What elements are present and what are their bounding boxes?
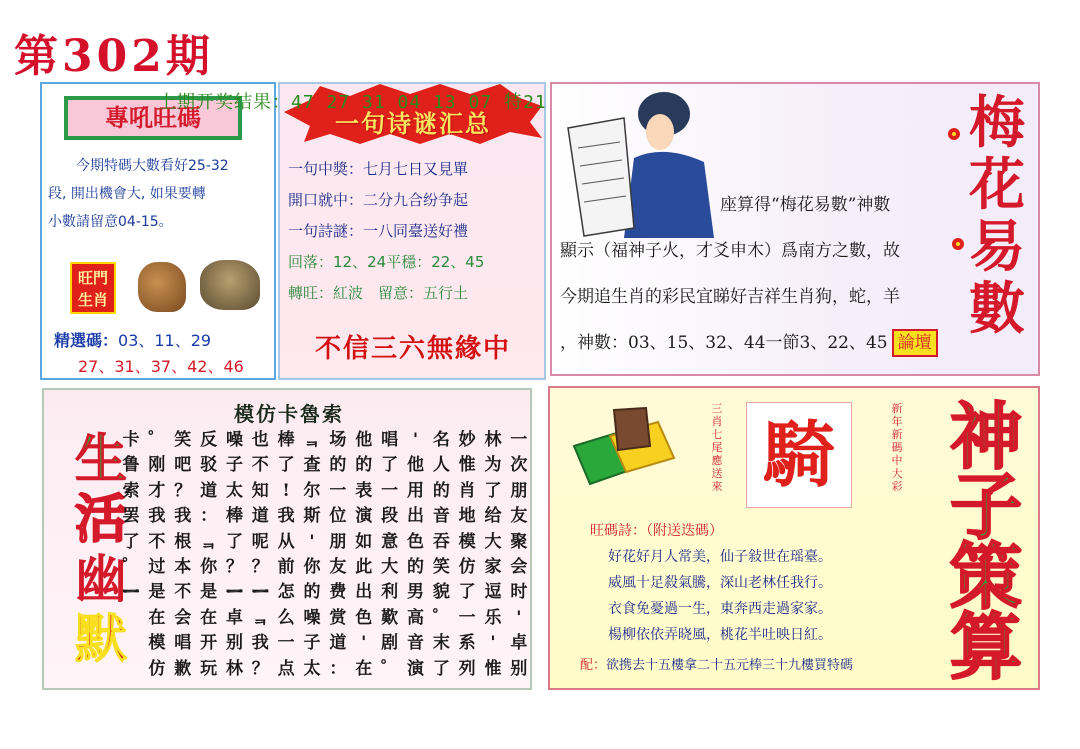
humor-char: 次	[510, 455, 528, 476]
humor-char: 会	[510, 557, 528, 578]
humor-char: 友	[510, 506, 528, 527]
humor-text-grid	[120, 428, 530, 682]
riddle-line	[288, 154, 544, 185]
humor-char: 意	[381, 531, 399, 552]
humor-char: ：	[329, 658, 347, 679]
humor-row	[120, 479, 530, 504]
humor-char: 妙	[458, 430, 476, 450]
humor-char: 卓	[510, 633, 528, 654]
humor-char: 时	[510, 582, 528, 603]
humor-char: 在	[200, 607, 218, 628]
riddle-panel	[278, 82, 546, 380]
footer-label: 配：	[580, 658, 607, 673]
humor-char	[120, 606, 142, 631]
humor-char: 歎	[381, 607, 399, 628]
humor-char: 列	[458, 658, 476, 679]
poem-line: 威風十足殺氣騰，深山老林任我行。	[608, 575, 832, 591]
riddle-line	[288, 278, 544, 309]
humor-char: 的	[329, 455, 347, 476]
humor-char: 罢	[122, 506, 140, 527]
humor-char: 怎	[277, 582, 295, 603]
title-char: 梅	[969, 90, 1025, 156]
humor-char: 林	[225, 658, 243, 679]
humor-char: 赏	[329, 607, 347, 628]
humor-char: 斯	[303, 506, 321, 527]
humor-char: 会	[174, 607, 192, 628]
humor-char: 噪	[225, 430, 243, 450]
humor-char: 友	[329, 557, 347, 578]
text-line: 段, 開出機會大, 如果要轉	[48, 186, 206, 202]
humor-char: 卓	[225, 607, 243, 628]
humor-char: 一	[381, 480, 399, 501]
poem-line: 楊柳依依弄晓風，桃花半吐映日紅。	[608, 627, 832, 643]
humor-char: 位	[329, 506, 347, 527]
humor-char: 我	[251, 633, 269, 654]
humor-char: 笑	[432, 557, 450, 578]
humor-char: ゜	[381, 658, 399, 679]
text-line: 座算得“梅花易數”神數	[720, 195, 891, 215]
humor-char: 一	[329, 480, 347, 501]
humor-row	[120, 555, 530, 580]
title-char: 活	[74, 489, 127, 550]
humor-row	[120, 580, 530, 605]
riddle-value: 二分九合纷争起	[363, 191, 469, 209]
humor-char: 在	[148, 607, 166, 628]
humor-char: 索	[122, 480, 140, 501]
humor-char: 了	[458, 582, 476, 603]
title-char: 易	[969, 214, 1025, 280]
humor-char: ᆖ	[122, 582, 140, 603]
humor-char: 人	[432, 455, 450, 476]
humor-char: 了	[277, 455, 295, 476]
humor-char	[120, 631, 142, 656]
text-line	[560, 320, 960, 366]
riddle-line	[288, 185, 544, 216]
last-result: 上期开奖结果：47 27 31 04 13 07 特21	[158, 92, 547, 113]
title-char: 生	[74, 429, 127, 490]
humor-char: 末	[432, 633, 450, 654]
humor-char: 前	[277, 557, 295, 578]
humor-char: 一	[277, 633, 295, 654]
humor-char: 笑	[174, 430, 192, 450]
zodiac-badge	[70, 262, 116, 314]
title-char: 神	[949, 394, 1022, 479]
text-line: 今期追生肖的彩民宜睇好吉祥生肖狗，蛇，羊	[560, 287, 900, 307]
humor-char: 不	[174, 582, 192, 603]
humor-char: 玩	[200, 658, 218, 679]
humor-char: 色	[406, 531, 424, 552]
humor-char: 卡	[122, 430, 140, 450]
vertical-note-left: 三肖七尾應送來	[711, 402, 723, 493]
humor-char: 大	[484, 531, 502, 552]
riddle-key: 開口就中：	[288, 191, 364, 209]
humor-char: 吧	[174, 455, 192, 476]
poem-footer	[580, 654, 940, 673]
riddle-key: 一句詩謎：	[288, 222, 364, 240]
featured-character: 騎	[746, 402, 852, 508]
humor-row	[120, 453, 530, 478]
humor-char: ゜	[122, 557, 140, 578]
humor-char: 尔	[303, 480, 321, 501]
humor-char: 此	[355, 557, 373, 578]
humor-char: 音	[432, 506, 450, 527]
humor-char: 逗	[484, 582, 502, 603]
riddle-lines	[288, 154, 544, 309]
divine-calc-title	[936, 394, 1036, 689]
humor-char: 的	[355, 455, 373, 476]
riddle-key: 回落：	[288, 253, 334, 271]
humor-char: ᆖ	[252, 582, 269, 603]
humor-char: 子	[303, 633, 321, 654]
text-line: 小數請留意04-15。	[48, 214, 173, 230]
humor-char: ゜	[148, 430, 166, 450]
humor-char: 了	[381, 455, 399, 476]
humor-char: 系	[458, 633, 476, 654]
poem-line: 衣食免憂過一生，東奔西走過家家。	[608, 601, 832, 617]
pick-label: 精選碼：	[54, 331, 119, 350]
humor-char: 鲁	[122, 455, 140, 476]
humor-char: 男	[406, 582, 424, 603]
humor-char: 了	[432, 658, 450, 679]
humor-char: 家	[484, 557, 502, 578]
footer-text: 欲携去十五樓拿二十五元棒三十九樓買特碼	[606, 658, 854, 673]
humor-char: 你	[200, 557, 218, 578]
riddle-value: 一八同臺送好禮	[363, 222, 469, 240]
title-char: 花	[969, 152, 1025, 218]
riddle-value: 七月七日又見單	[363, 160, 469, 178]
humor-char: 一	[458, 607, 476, 628]
humor-char: 我	[277, 506, 295, 527]
humor-char: 吞	[432, 531, 450, 552]
humor-char: 的	[432, 480, 450, 501]
humor-char: ？	[251, 557, 269, 578]
humor-char: ？	[225, 557, 243, 578]
special-code-title: 專吼旺碼	[64, 96, 242, 140]
humor-char: 道	[200, 480, 218, 501]
humor-char: '	[490, 633, 496, 654]
humor-char: 唱	[174, 633, 192, 654]
humor-char: 查	[303, 455, 321, 476]
humor-char: 貌	[432, 582, 450, 603]
picked-numbers	[54, 328, 274, 380]
humor-char: 朋	[510, 480, 528, 501]
riddle-key: 一句中獎：	[288, 160, 364, 178]
humor-char: 驳	[200, 455, 218, 476]
humor-char: 我	[174, 506, 192, 527]
humor-char: ゜	[432, 607, 450, 628]
humor-char: 唱	[381, 430, 399, 450]
humor-row	[120, 606, 530, 631]
humor-char: 你	[303, 557, 321, 578]
humor-char: 了	[225, 531, 243, 552]
humor-char: 是	[148, 582, 166, 603]
humor-char: 在	[355, 658, 373, 679]
plum-blossom-title	[962, 92, 1032, 340]
pick-line: 27、31、37、42、46	[78, 357, 244, 376]
humor-char: 也	[251, 430, 269, 450]
humor-char: ᆿ	[303, 430, 321, 450]
humor-char: 费	[329, 582, 347, 603]
humor-char: 肖	[458, 480, 476, 501]
title-char: 算	[949, 604, 1022, 689]
humor-char: 噪	[303, 607, 321, 628]
humor-char: 音	[406, 633, 424, 654]
humor-char: 利	[381, 582, 399, 603]
humor-char: 用	[406, 480, 424, 501]
lucky-poem	[590, 518, 920, 648]
humor-char: 林	[484, 430, 502, 450]
humor-char: ᆖ	[226, 582, 243, 603]
humor-char: 开	[200, 633, 218, 654]
humor-char: 他	[406, 455, 424, 476]
humor-row	[120, 428, 530, 453]
riddle-value: 12、24平穩：22、45	[333, 253, 485, 271]
badge-line: 旺門	[77, 269, 108, 287]
humor-char: ：	[200, 506, 218, 527]
humor-char: 知	[251, 480, 269, 501]
humor-char: 乐	[484, 607, 502, 628]
humor-char: 根	[174, 531, 192, 552]
humor-char: 的	[406, 557, 424, 578]
humor-char: '	[412, 430, 419, 450]
humor-char: 聚	[510, 531, 528, 552]
humor-char	[120, 657, 142, 682]
title-char: 數	[969, 276, 1025, 342]
text-line: 今期特碼大數看好25-32	[76, 158, 229, 174]
badge-line: 生肖	[77, 291, 108, 309]
humor-char: '	[361, 633, 367, 654]
humor-char: '	[516, 607, 522, 628]
riddle-footer: 不信三六無緣中	[314, 334, 511, 364]
humor-char: 了	[122, 531, 140, 552]
humor-char: 棒	[225, 506, 243, 527]
humor-char: 出	[355, 582, 373, 603]
vertical-note-right: 新年新碼中大彩	[891, 402, 903, 493]
forum-badge: 論壇	[892, 329, 938, 357]
humor-char: 模	[148, 633, 166, 654]
humor-row	[120, 504, 530, 529]
humor-char: 歉	[174, 658, 192, 679]
humor-char: 惟	[484, 658, 502, 679]
humor-row	[120, 631, 530, 656]
poem-line: 好花好月人常美，仙子敍世在瑶臺。	[608, 549, 832, 565]
title-char: 子	[949, 464, 1022, 549]
humor-char: 大	[381, 557, 399, 578]
humor-char: 不	[148, 531, 166, 552]
title-char: 策	[949, 534, 1022, 619]
humor-char: 别	[510, 658, 528, 679]
humor-char: 地	[458, 506, 476, 527]
humor-char: 一	[510, 430, 528, 450]
special-code-panel	[40, 82, 276, 380]
humor-row	[120, 657, 530, 682]
humor-char: 子	[225, 455, 243, 476]
humor-char: 刚	[148, 455, 166, 476]
humor-char: 不	[251, 455, 269, 476]
humor-char: ？	[174, 480, 192, 501]
humor-char: 模	[458, 531, 476, 552]
humor-char: ᆿ	[200, 531, 217, 552]
monkey-image	[138, 262, 186, 312]
humor-char: '	[309, 531, 315, 552]
humor-char: 为	[484, 455, 502, 476]
humor-char: ？	[251, 658, 269, 679]
text-line-content: ，神數：03、15、32、44一節3、22、45	[560, 333, 888, 353]
humor-char: 从	[277, 531, 295, 552]
title-char: 默	[74, 609, 127, 670]
humor-char: 段	[381, 506, 399, 527]
riddle-title: 一句诗谜汇总	[335, 109, 491, 138]
humor-char: 棒	[277, 430, 295, 450]
poem-heading: 旺碼詩：（附送迭碼）	[590, 523, 723, 539]
humor-char: 点	[277, 658, 295, 679]
humor-char: 仿	[148, 658, 166, 679]
humor-char: 的	[303, 582, 321, 603]
title-char: 幽	[74, 549, 127, 610]
humor-char: 我	[148, 506, 166, 527]
humor-char: 惟	[458, 455, 476, 476]
humor-char: !	[282, 480, 290, 501]
humor-char: 出	[406, 506, 424, 527]
humor-char: 本	[174, 557, 192, 578]
humor-title: 模仿卡魯索	[234, 402, 344, 426]
humor-char: 道	[329, 633, 347, 654]
riddle-value: 紅波 留意：五行土	[333, 284, 469, 302]
riddle-line	[288, 247, 544, 278]
humor-char: 反	[200, 430, 218, 450]
humor-char: 朋	[329, 531, 347, 552]
plum-blossom-text	[560, 182, 960, 366]
humor-char: 场	[329, 430, 347, 450]
humor-char: 道	[251, 506, 269, 527]
plum-blossom-panel	[550, 82, 1040, 376]
humor-char: 剧	[381, 633, 399, 654]
humor-char: 别	[225, 633, 243, 654]
books-illustration	[570, 406, 680, 496]
humor-row	[120, 530, 530, 555]
humor-char: 表	[355, 480, 373, 501]
humor-char: ᆿ	[252, 607, 269, 628]
humor-char: 太	[303, 658, 321, 679]
humor-char: 演	[406, 658, 424, 679]
humor-char: 演	[355, 506, 373, 527]
issue-title: 第302期	[14, 31, 214, 82]
humor-char: 色	[355, 607, 373, 628]
riddle-key: 轉旺：	[288, 284, 334, 302]
humor-char: 如	[355, 531, 373, 552]
humor-char: 么	[277, 607, 295, 628]
humor-char: 他	[355, 430, 373, 450]
humor-char: 仿	[458, 557, 476, 578]
humor-char: 呢	[251, 531, 269, 552]
special-code-text	[48, 152, 274, 236]
text-line: 顯示（福神子火，才爻申木）爲南方之數，故	[560, 241, 900, 261]
humor-char: 太	[225, 480, 243, 501]
humor-char: 过	[148, 557, 166, 578]
wolf-image	[200, 260, 260, 310]
riddle-line	[288, 216, 544, 247]
humor-panel	[42, 388, 532, 690]
humor-char: 才	[148, 480, 166, 501]
humor-char: 是	[200, 582, 218, 603]
flower-icon	[944, 124, 964, 144]
divine-calc-panel	[548, 386, 1040, 690]
humor-char: 名	[432, 430, 450, 450]
pick-line: 03、11、29	[118, 331, 212, 350]
humor-char: 给	[484, 506, 502, 527]
humor-char: 了	[484, 480, 502, 501]
humor-char: 高	[406, 607, 424, 628]
